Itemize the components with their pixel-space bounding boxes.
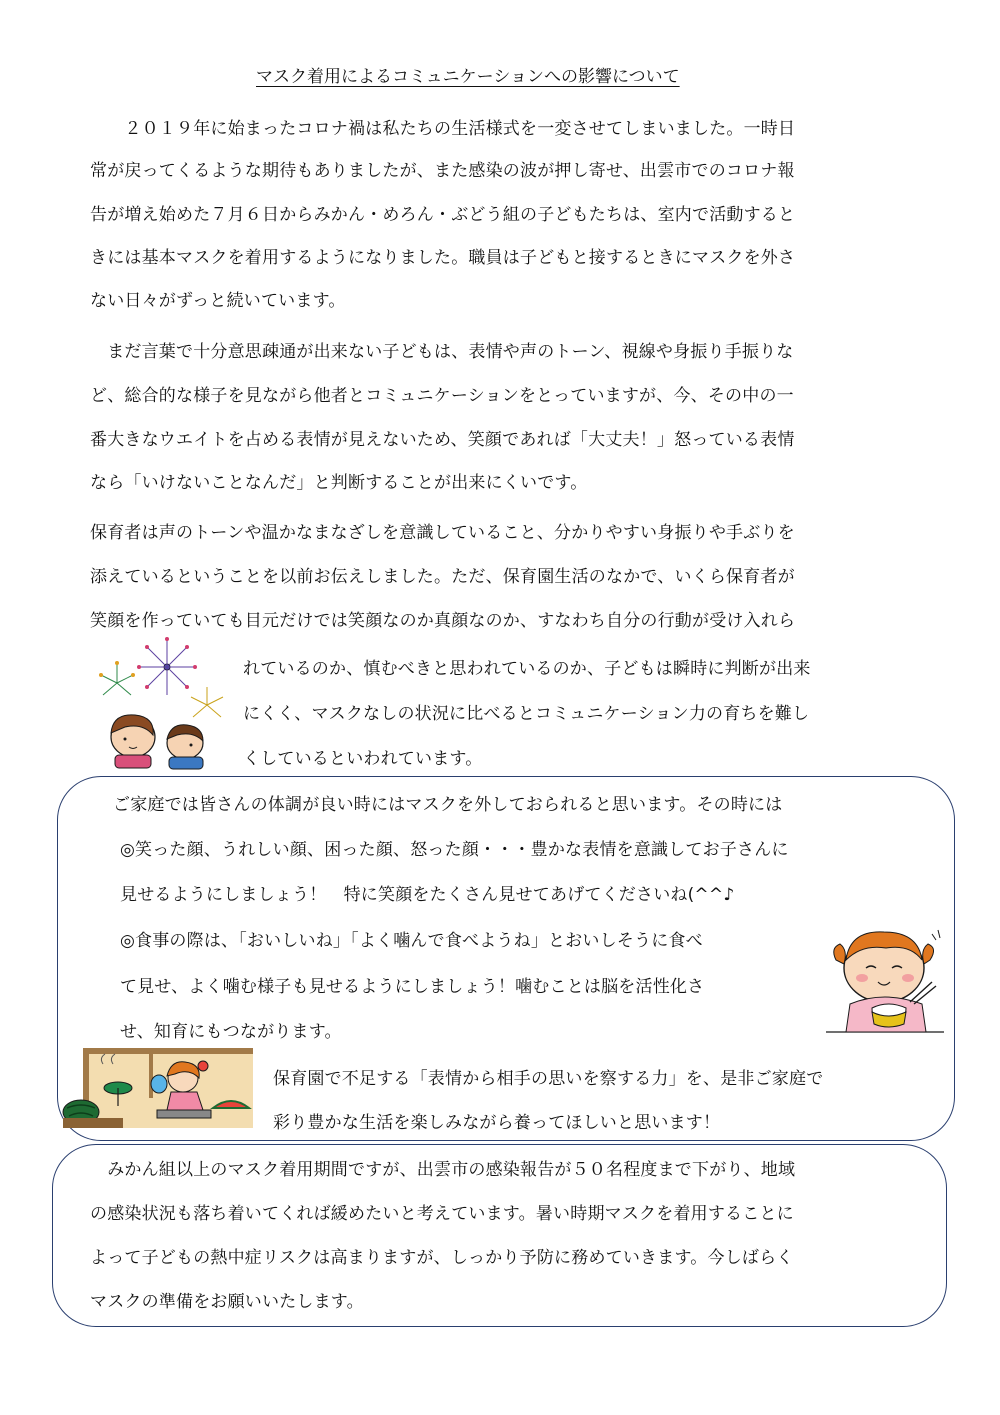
paragraph-3-line-4: れているのか、慎むべきと思われているのか、子どもは瞬時に判断が出来 <box>243 659 811 679</box>
girl-eating-rice-illustration <box>826 920 944 1038</box>
paragraph-1-line-5: ない日々がずっと続いています。 <box>90 291 346 311</box>
paragraph-1-line-2: 常が戻ってくるような期待もありましたが、また感染の波が押し寄せ、出雲市でのコロナ報 <box>90 161 795 181</box>
family-tips-line-4: ◎食事の際は、「おいしいね」「よく噛んで食べようね」とおいしそうに食べ <box>120 931 703 951</box>
paragraph-3-line-1: 保育者は声のトーンや温かなまなざしを意識していること、分かりやすい身振りや手ぶりを <box>90 523 795 543</box>
paragraph-3-line-5: にくく、マスクなしの状況に比べるとコミュニケーション力の育ちを難し <box>243 704 810 724</box>
paragraph-3-line-2: 添えているということを以前お伝えしました。ただ、保育園生活のなかで、いくら保育者が <box>90 567 795 587</box>
mask-period-line-1: みかん組以上のマスク着用期間ですが、出雲市の感染報告が５０名程度まで下がり、地域 <box>90 1160 796 1180</box>
family-tips-line-5: て見せ、よく噛む様子も見せるようにしましょう！噛むことは脳を活性化さ <box>120 977 705 997</box>
paragraph-1-line-3: 告が増え始めた７月６日からみかん・めろん・ぶどう組の子どもたちは、室内で活動すると <box>90 205 796 225</box>
paragraph-2-line-1: まだ言葉で十分意思疎通が出来ない子どもは、表情や声のトーン、視線や身振り手振りな <box>90 342 794 362</box>
family-tips-line-2: ◎笑った顔、うれしい顔、困った顔、怒った顔・・・豊かな表情を意識してお子さんに <box>120 840 789 860</box>
mask-period-line-3: よって子どもの熱中症リスクは高まりますが、しっかり予防に務めていきます。今しばらく <box>90 1248 794 1268</box>
paragraph-1-line-1: ２０１９年に始まったコロナ禍は私たちの生活様式を一変させてしまいました。一時日 <box>90 119 796 139</box>
fireworks-children-illustration <box>95 635 235 770</box>
family-tips-line-6: せ、知育にもつながります。 <box>120 1022 342 1042</box>
mask-period-line-4: マスクの準備をお願いいたします。 <box>90 1292 364 1312</box>
paragraph-2-line-3: 番大きなウエイトを占める表情が見えないため、笑顔であれば「大丈夫！」怒っている表情 <box>90 430 795 450</box>
paragraph-3-line-6: くしているといわれています。 <box>243 749 483 769</box>
family-tips-line-3: 見せるようにしましょう！ 特に笑顔をたくさん見せてあげてくださいね(^^♪ <box>120 885 735 905</box>
paragraph-3-line-3: 笑顔を作っていても目元だけでは笑顔なのか真顔なのか、すなわち自分の行動が受け入れら <box>90 611 796 631</box>
document-title: マスク着用によるコミュニケーションへの影響について <box>256 67 680 87</box>
paragraph-1-line-4: きには基本マスクを着用するようになりました。職員は子どもと接するときにマスクを外さ <box>90 248 796 268</box>
girl-summer-watermelon-illustration <box>63 1048 253 1128</box>
firework-burst-right <box>191 687 223 717</box>
mask-period-line-2: の感染状況も落ち着いてくれば緩めたいと考えています。暑い時期マスクを着用することに <box>90 1204 794 1224</box>
paragraph-2-line-4: なら「いけないことなんだ」と判断することが出来にくいです。 <box>90 473 588 493</box>
child-left <box>111 715 155 768</box>
family-tips-line-8: 彩り豊かな生活を楽しみながら養ってほしいと思います！ <box>273 1113 721 1133</box>
firework-burst-small <box>99 661 135 695</box>
firework-burst-large <box>137 637 197 695</box>
child-right <box>167 725 203 769</box>
family-tips-line-7: 保育園で不足する「表情から相手の思いを察する力」を、是非ご家庭で <box>273 1069 824 1089</box>
paragraph-2-line-2: ど、総合的な様子を見ながら他者とコミュニケーションをとっていますが、今、その中の一 <box>90 386 794 406</box>
family-tips-line-1: ご家庭では皆さんの体調が良い時にはマスクを外しておられると思います。その時には <box>113 795 783 815</box>
